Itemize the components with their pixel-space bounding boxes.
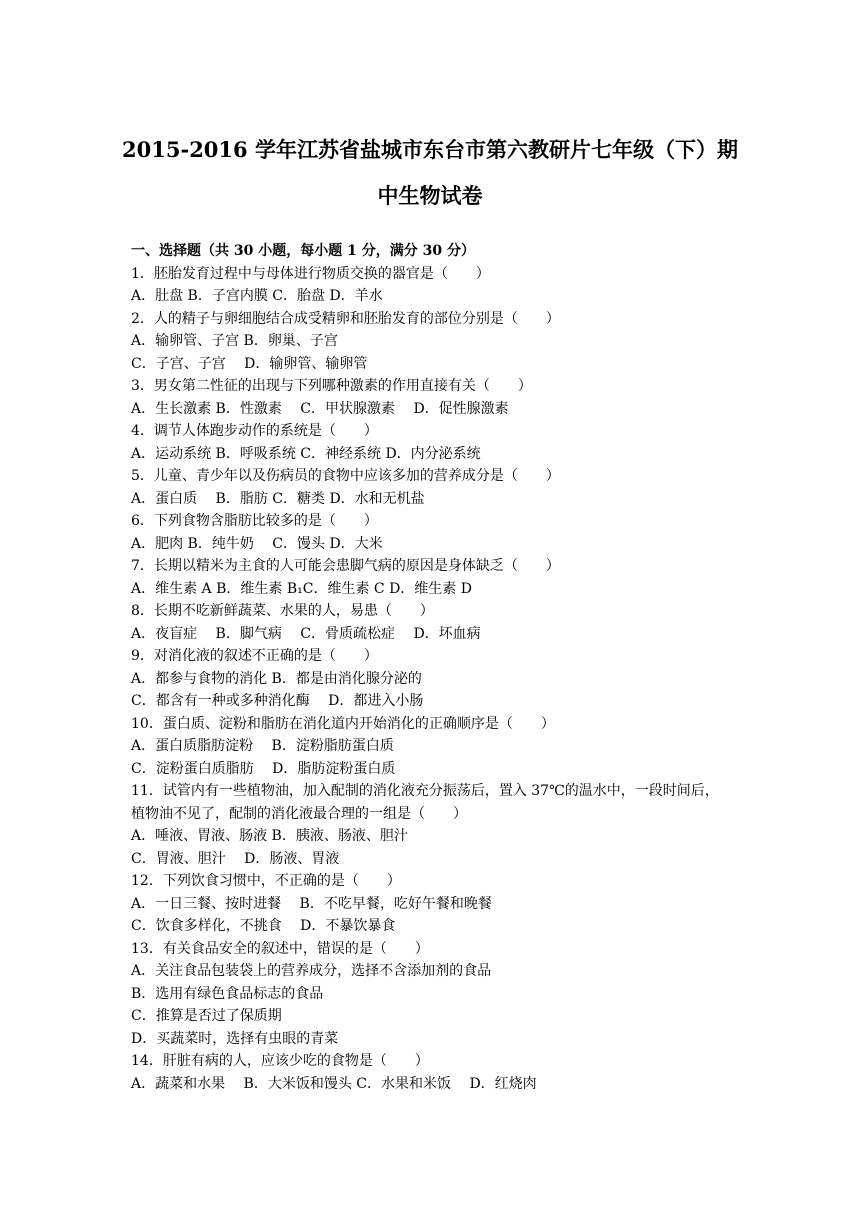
question-stem: 5．儿童、青少年以及伤病员的食物中应该多加的营养成分是（ ）: [131, 468, 560, 484]
question-options: A．唾液、胃液、肠液 B．胰液、肠液、胆汁: [131, 828, 408, 844]
question-options: A．蛋白质 B．脂肪 C．糖类 D．水和无机盐: [131, 490, 425, 507]
question-stem: 7．长期以精米为主食的人可能会患脚气病的原因是身体缺乏（ ）: [131, 558, 560, 574]
question-options: C．淀粉蛋白质脂肪 D．脂肪淀粉蛋白质: [131, 760, 396, 777]
question-stem: 3．男女第二性征的出现与下列哪种激素的作用直接有关（ ）: [131, 378, 532, 394]
question-options: A．蛋白质脂肪淀粉 B．淀粉脂肪蛋白质: [131, 738, 394, 754]
question-stem: 8．长期不吃新鲜蔬菜、水果的人，易患（ ）: [131, 603, 434, 619]
question-options: C．胃液、胆汁 D．肠液、胃液: [131, 850, 340, 867]
question-options: A．关注食品包装袋上的营养成分，选择不含添加剂的食品: [131, 963, 492, 979]
question-options: A．都参与食物的消化 B．都是由消化腺分泌的: [131, 670, 422, 687]
question-stem: 11．试管内有一些植物油，加入配制的消化液充分振荡后，置入 37℃的温水中，一段时间后，植物油不见了，配制的消化液最合理的一组是（ ）: [131, 783, 719, 822]
question-stem: 9．对消化液的叙述不正确的是（ ）: [131, 648, 378, 664]
question-options: A．维生素 A B．维生素 B₁C．维生素 C D．维生素 D: [131, 580, 472, 597]
question-list: [131, 240, 731, 1095]
question-options: A．肚盘 B．子宫内膜 C．胎盘 D．羊水: [131, 288, 383, 304]
question-options: C．子宫、子宫 D．输卵管、输卵管: [131, 355, 368, 372]
question-options: A．运动系统 B．呼吸系统 C．神经系统 D．内分泌系统: [131, 445, 481, 462]
question-stem: 1．胚胎发育过程中与母体进行物质交换的器官是（ ）: [131, 265, 490, 282]
question-stem: 4．调节人体跑步动作的系统是（ ）: [131, 423, 378, 439]
question-options: C．都含有一种或多种消化酶 D．都进入小肠: [131, 693, 424, 709]
question-options: C．推算是否过了保质期: [131, 1008, 282, 1024]
question-options: A．夜盲症 B．脚气病 C．骨质疏松症 D．坏血病: [131, 625, 481, 642]
question-stem: 13．有关食品安全的叙述中，错误的是（ ）: [131, 940, 429, 957]
question-stem: 12．下列饮食习惯中，不正确的是（ ）: [131, 873, 401, 889]
document-title-line-1: 2015-2016 学年江苏省盐城市东台市第六教研片七年级（下）期: [122, 137, 738, 162]
question-stem: 14．肝脏有病的人，应该少吃的食物是（ ）: [131, 1053, 429, 1069]
question-stem: 2．人的精子与卵细胞结合成受精卵和胚胎发育的部位分别是（ ）: [131, 310, 560, 327]
question-stem: 10．蛋白质、淀粉和脂肪在消化道内开始消化的正确顺序是（ ）: [131, 715, 555, 732]
question-options: A．肥肉 B．纯牛奶 C．馒头 D．大米: [131, 535, 383, 552]
document-title-line-2: 中生物试卷: [377, 183, 483, 208]
question-stem: 6．下列食物含脂肪比较多的是（ ）: [131, 513, 378, 529]
question-options: B．选用有绿色食品标志的食品: [131, 985, 324, 1002]
question-options: A．生长激素 B．性激素 C．甲状腺激素 D．促性腺激素: [131, 400, 509, 417]
question-options: C．饮食多样化，不挑食 D．不暴饮暴食: [131, 918, 396, 934]
question-options: A．一日三餐、按时进餐 B．不吃早餐，吃好午餐和晚餐: [131, 895, 492, 912]
question-options: D．买蔬菜时，选择有虫眼的青菜: [131, 1030, 339, 1047]
section-heading: 一、选择题（共 30 小题，每小题 1 分，满分 30 分）: [131, 243, 475, 259]
question-options: A．蔬菜和水果 B．大米饭和馒头 C．水果和米饭 D．红烧肉: [131, 1075, 537, 1092]
question-options: A．输卵管、子宫 B．卵巢、子宫: [131, 333, 338, 349]
